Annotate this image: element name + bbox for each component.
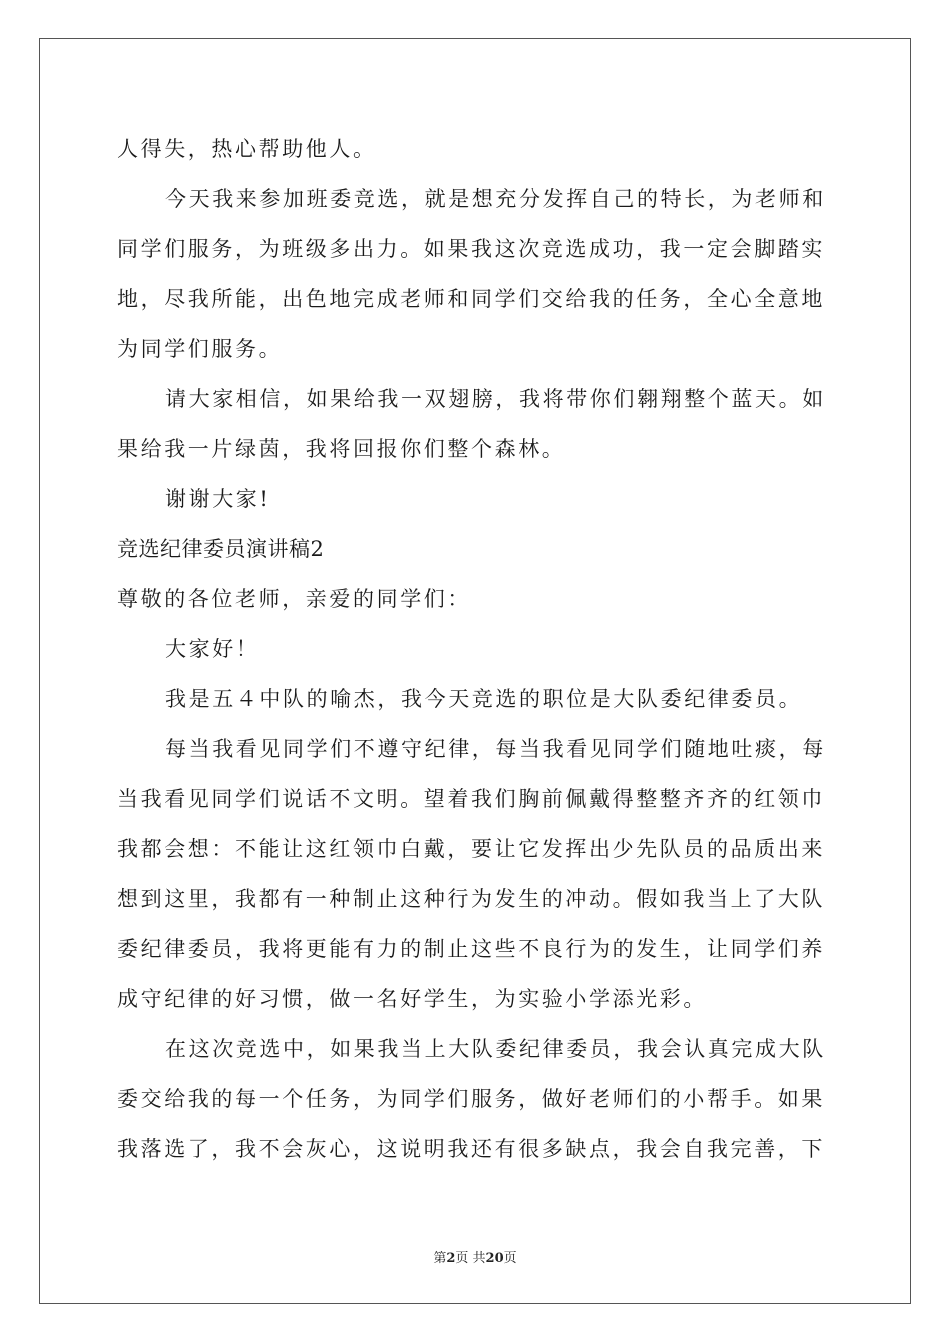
- text-line: 每当我看见同学们不遵守纪律，每当我看见同学们随地吐痰，每: [165, 737, 826, 761]
- section-heading: 竞选纪律委员演讲稿2: [117, 537, 325, 561]
- text-line: 当我看见同学们说话不文明。望着我们胸前佩戴得整整齐齐的红领巾: [117, 787, 825, 811]
- text-line: 尊敬的各位老师，亲爱的同学们：: [117, 587, 471, 611]
- text-line: 想到这里，我都有一种制止这种行为发生的冲动。假如我当上了大队: [117, 887, 825, 911]
- text-line: 委纪律委员，我将更能有力的制止这些不良行为的发生，让同学们养: [117, 937, 825, 961]
- footer-current-page: 2: [446, 1251, 456, 1266]
- text-line: 我落选了，我不会灰心，这说明我还有很多缺点，我会自我完善，下: [117, 1137, 825, 1161]
- text-line: 请大家相信，如果给我一双翅膀，我将带你们翱翔整个蓝天。如: [165, 387, 826, 411]
- text-line: 今天我来参加班委竞选，就是想充分发挥自己的特长，为老师和: [165, 187, 826, 211]
- footer-middle: 页 共: [455, 1251, 486, 1266]
- footer-prefix: 第: [433, 1251, 447, 1266]
- text-line: 谢谢大家!: [165, 487, 271, 511]
- text-line: 为同学们服务。: [117, 337, 283, 361]
- text-line: 人得失，热心帮助他人。: [117, 137, 377, 161]
- text-line: 我都会想：不能让这红领巾白戴，要让它发挥出少先队员的品质出来: [117, 837, 825, 861]
- page-footer: [0, 1247, 950, 1266]
- text-line: 果给我一片绿茵，我将回报你们整个森林。: [117, 437, 566, 461]
- footer-total-pages: 20: [485, 1251, 504, 1266]
- document-body: [117, 128, 837, 1178]
- text-line: 大家好！: [165, 637, 260, 661]
- text-line: 地，尽我所能，出色地完成老师和同学们交给我的任务，全心全意地: [117, 287, 825, 311]
- text-line: 成守纪律的好习惯，做一名好学生，为实验小学添光彩。: [117, 987, 707, 1011]
- text-line: 同学们服务，为班级多出力。如果我这次竞选成功，我一定会脚踏实: [117, 237, 825, 261]
- text-line: 我是五４中队的喻杰，我今天竞选的职位是大队委纪律委员。: [165, 687, 803, 711]
- text-line: 委交给我的每一个任务，为同学们服务，做好老师们的小帮手。如果: [117, 1087, 825, 1111]
- text-line: 在这次竞选中，如果我当上大队委纪律委员，我会认真完成大队: [165, 1037, 826, 1061]
- footer-suffix: 页: [503, 1251, 517, 1266]
